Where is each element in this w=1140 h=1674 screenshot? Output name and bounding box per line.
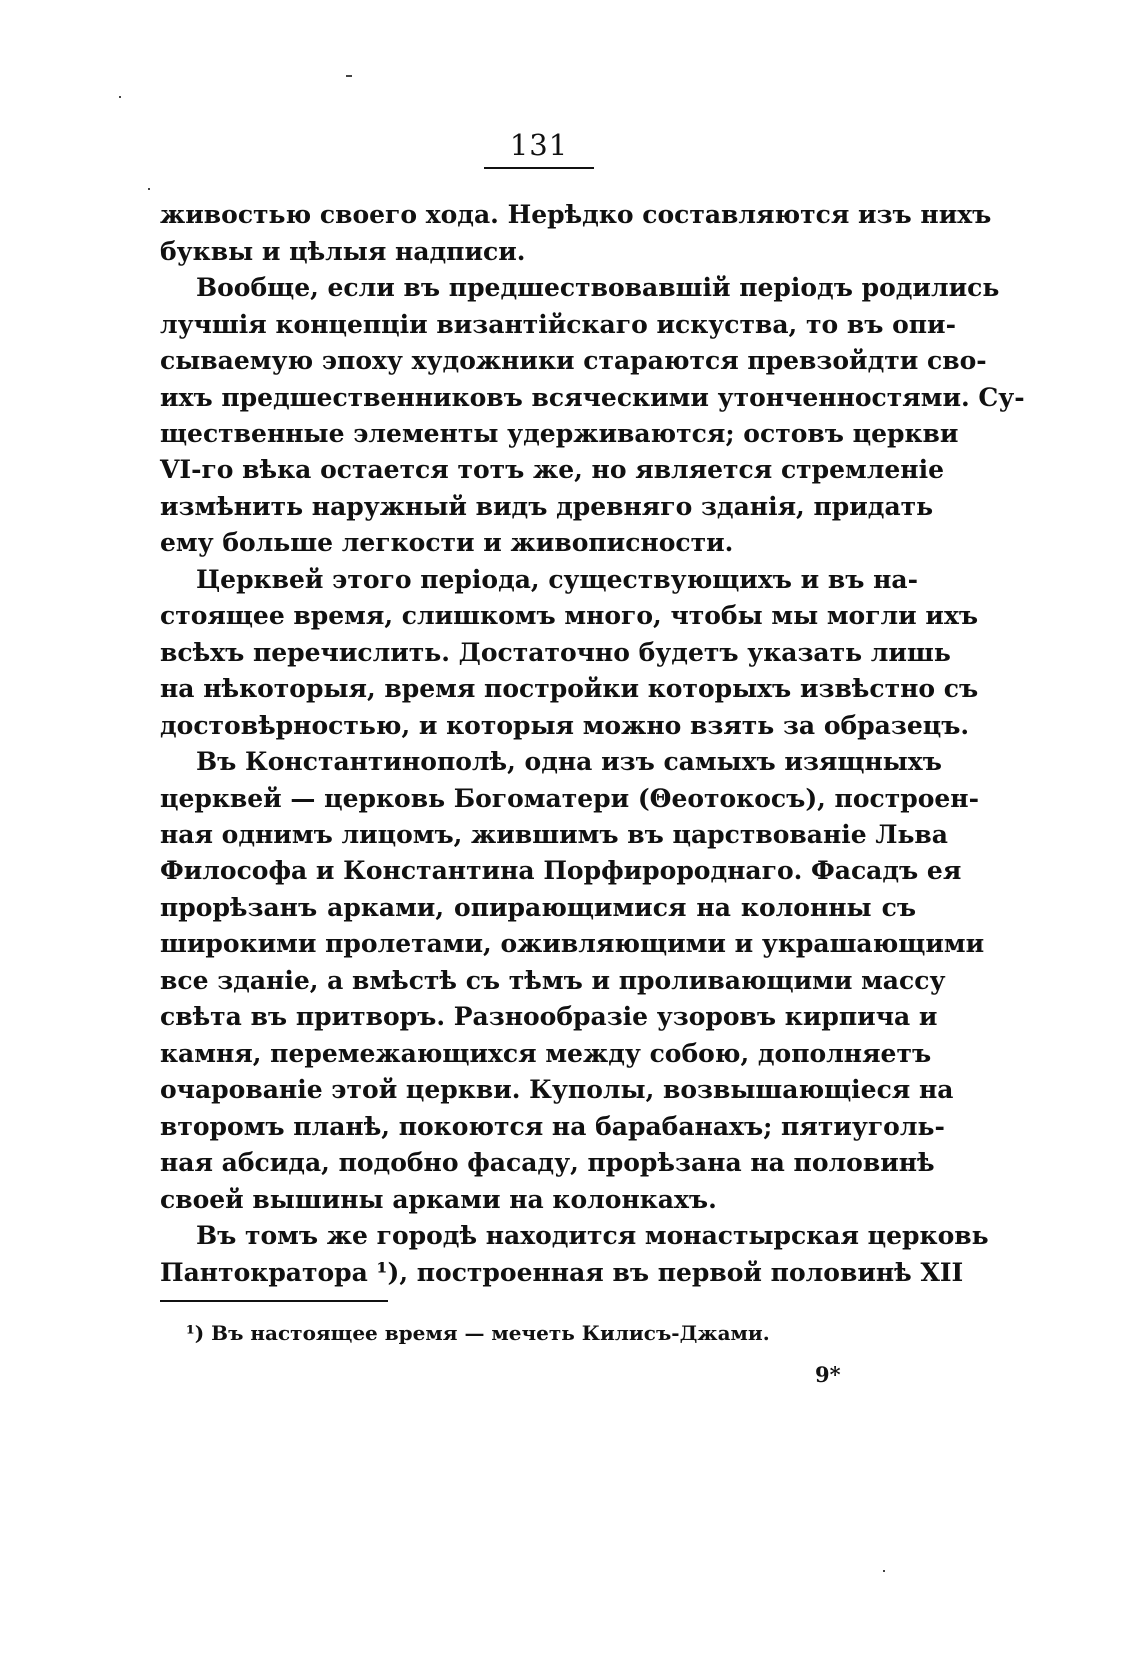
text-line: сываемую эпоху художники стараются превзойдти сво- [160, 346, 987, 375]
text-line: Въ томъ же городѣ находится монастырская церковь [196, 1221, 989, 1250]
text-line: свѣта въ притворъ. Разнообразіе узоровъ кирпича и [160, 1002, 938, 1031]
text-line: ная абсида, подобно фасаду, прорѣзана на половинѣ [160, 1148, 935, 1177]
footnote-rule [160, 1300, 388, 1302]
text-line: Вообще, если въ предшествовавшій періодъ родились [196, 273, 1000, 302]
text-line: на нѣкоторыя, время постройки которыхъ извѣстно съ [160, 674, 979, 703]
text-line: церквей — церковь Богоматери (Θеотокосъ), построен- [160, 784, 979, 813]
text-line: живостью своего хода. Нерѣдко составляются изъ нихъ [160, 200, 992, 229]
text-line: достовѣрностью, и которыя можно взять за образецъ. [160, 711, 970, 740]
text-line: Въ Константинополѣ, одна изъ самыхъ изящныхъ [196, 747, 942, 776]
text-line: очарованіе этой церкви. Куполы, возвышающіеся на [160, 1075, 954, 1104]
scan-speck [148, 188, 150, 190]
scan-speck [883, 1570, 885, 1572]
scan-speck [119, 96, 121, 98]
text-line: все зданіе, а вмѣстѣ съ тѣмъ и проливающими массу [160, 966, 946, 995]
text-line: Философа и Константина Порфиророднаго. Фасадъ ея [160, 856, 962, 885]
text-line: прорѣзанъ арками, опирающимися на колонны съ [160, 893, 916, 922]
scan-speck [346, 75, 352, 77]
text-line: всѣхъ перечислить. Достаточно будетъ указать лишь [160, 638, 951, 667]
text-line: Церквей этого періода, существующихъ и въ на- [196, 565, 918, 594]
text-line: камня, перемежающихся между собою, дополняетъ [160, 1039, 932, 1068]
signature-mark: 9* [815, 1362, 841, 1387]
text-line: лучшія концепціи византійскаго искуства, то въ опи- [160, 310, 956, 339]
text-line: ихъ предшественниковъ всяческими утонченностями. Су- [160, 383, 1025, 412]
text-line: буквы и цѣлыя надписи. [160, 237, 526, 266]
text-line: VI-го вѣка остается тотъ же, но является стремленіе [160, 455, 944, 484]
text-line: своей вышины арками на колонкахъ. [160, 1185, 717, 1214]
footnote: ¹) Въ настоящее время — мечеть Килисъ-Джами. [186, 1321, 770, 1345]
text-line: Пантократора ¹), построенная въ первой половинѣ XII [160, 1258, 964, 1287]
text-line: ему больше легкости и живописности. [160, 528, 734, 557]
text-line: второмъ планѣ, покоются на барабанахъ; пятиуголь- [160, 1112, 945, 1141]
text-line: измѣнить наружный видъ древняго зданія, придать [160, 492, 934, 521]
header-rule [484, 167, 594, 169]
text-line: ная однимъ лицомъ, жившимъ въ царствованіе Льва [160, 820, 949, 849]
text-line: стоящее время, слишкомъ много, чтобы мы могли ихъ [160, 601, 979, 630]
text-line: щественные элементы удерживаются; остовъ церкви [160, 419, 959, 448]
text-line: широкими пролетами, оживляющими и украшающими [160, 929, 985, 958]
page-number: 131 [509, 128, 569, 162]
